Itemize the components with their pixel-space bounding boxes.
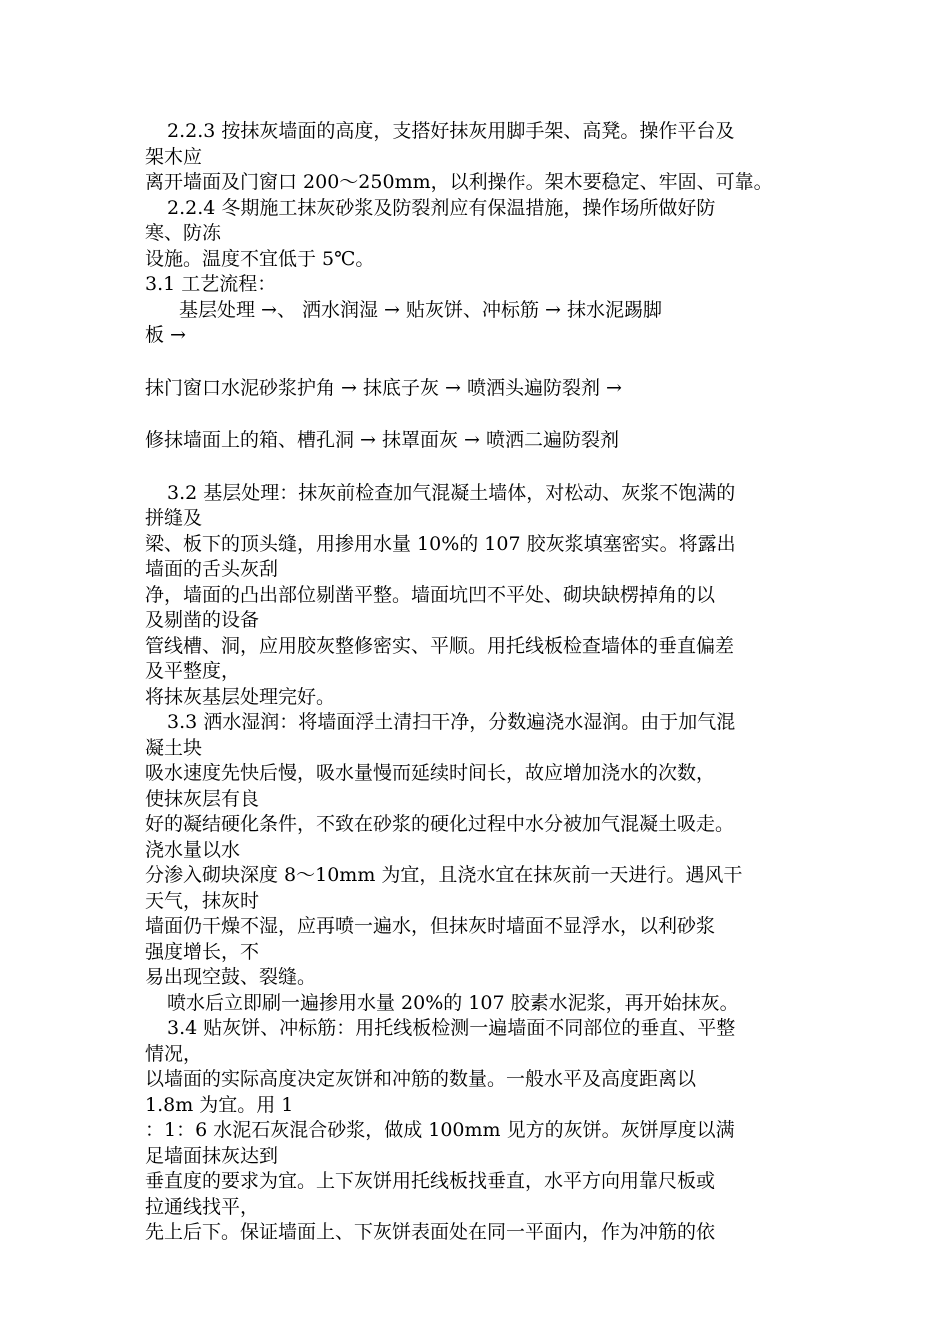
text-line: 及平整度， [145,660,241,682]
text-line: 以墙面的实际高度决定灰饼和冲筋的数量。一般水平及高度距离以 [145,1068,697,1090]
text-line: 先上后下。保证墙面上、下灰饼表面处在同一平面内，作为冲筋的依 [145,1221,716,1243]
text-line: 2.2.3 按抹灰墙面的高度，支搭好抹灰用脚手架、高凳。操作平台及 [167,120,735,142]
text-line: 墙面的舌头灰刮 [145,558,279,580]
text-line: 垂直度的要求为宜。上下灰饼用托线板找垂直，水平方向用靠尺板或 [145,1170,716,1192]
text-line: 设施。温度不宜低于 5℃。 [145,247,375,270]
text-line: 1.8m 为宜。用 1 [145,1093,294,1116]
text-line: 好的凝结硬化条件，不致在砂浆的硬化过程中水分被加气混凝土吸走。 [145,813,735,835]
text-line: 管线槽、洞，应用胶灰整修密实、平顺。用托线板检查墙体的垂直偏差 [145,634,735,657]
text-line: 梁、板下的顶头缝，用掺用水量 10%的 107 胶灰浆填塞密实。将露出 [145,532,736,555]
text-line: 基层处理 →、 洒水润湿 → 贴灰饼、冲标筋 → 抹水泥踢脚 [179,298,662,321]
text-line: 天气，抹灰时 [145,889,260,912]
text-line: 修抹墙面上的箱、槽孔洞 → 抹罩面灰 → 喷洒二遍防裂剂 [145,429,619,451]
text-line: 2.2.4 冬期施工抹灰砂浆及防裂剂应有保温措施，操作场所做好防 [167,196,716,219]
text-line: 寒、防冻 [145,222,222,244]
text-line: 分渗入砌块深度 8～10mm 为宜，且浇水宜在抹灰前一天进行。遇风干 [145,864,743,886]
text-line: 拼缝及 [145,507,203,529]
text-line: 拉通线找平， [145,1195,260,1218]
text-line: 3.2 基层处理：抹灰前检查加气混凝土墙体，对松动、灰浆不饱满的 [167,481,736,504]
paragraph-gap [145,454,835,481]
text-line: 3.3 洒水湿润：将墙面浮土清扫干净，分数遍浇水湿润。由于加气混 [167,711,736,733]
text-line: 及剔凿的设备 [145,609,260,631]
text-line: 板 → [145,324,186,346]
document-page [145,119,835,1246]
paragraph-gap [145,349,835,376]
text-line: 情况， [145,1042,203,1065]
text-line: 强度增长，不 [145,940,260,963]
text-line: 易出现空鼓、裂缝。 [145,966,317,988]
text-line: 墙面仍干燥不湿，应再喷一遍水，但抹灰时墙面不显浮水，以利砂浆 [145,915,716,937]
text-line: 浇水量以水 [145,838,241,861]
text-line: 使抹灰层有良 [145,787,260,810]
text-line: 3.4 贴灰饼、冲标筋：用托线板检测一遍墙面不同部位的垂直、平整 [167,1017,736,1039]
text-line: 吸水速度先快后慢，吸水量慢而延续时间长，故应增加浇水的次数， [145,762,716,784]
text-line: 凝土块 [145,736,203,759]
text-line: 将抹灰基层处理完好。 [145,685,336,708]
paragraph-gap [145,401,835,428]
text-line: 抹门窗口水泥砂浆护角 → 抹底子灰 → 喷洒头遍防裂剂 → [145,376,622,399]
text-line: 离开墙面及门窗口 200～250mm，以利操作。架木要稳定、牢固、可靠。 [145,171,773,193]
text-line: 足墙面抹灰达到 [145,1144,279,1167]
section-heading: 3.1 工艺流程： [145,273,277,295]
text-line: 喷水后立即刷一遍掺用水量 20%的 107 胶素水泥浆，再开始抹灰。 [167,991,739,1014]
text-line: 净，墙面的凸出部位剔凿平整。墙面坑凹不平处、砌块缺楞掉角的以 [145,583,716,606]
text-line: 架木应 [145,145,203,168]
text-line: ：1：6 水泥石灰混合砂浆，做成 100mm 见方的灰饼。灰饼厚度以满 [145,1119,735,1141]
